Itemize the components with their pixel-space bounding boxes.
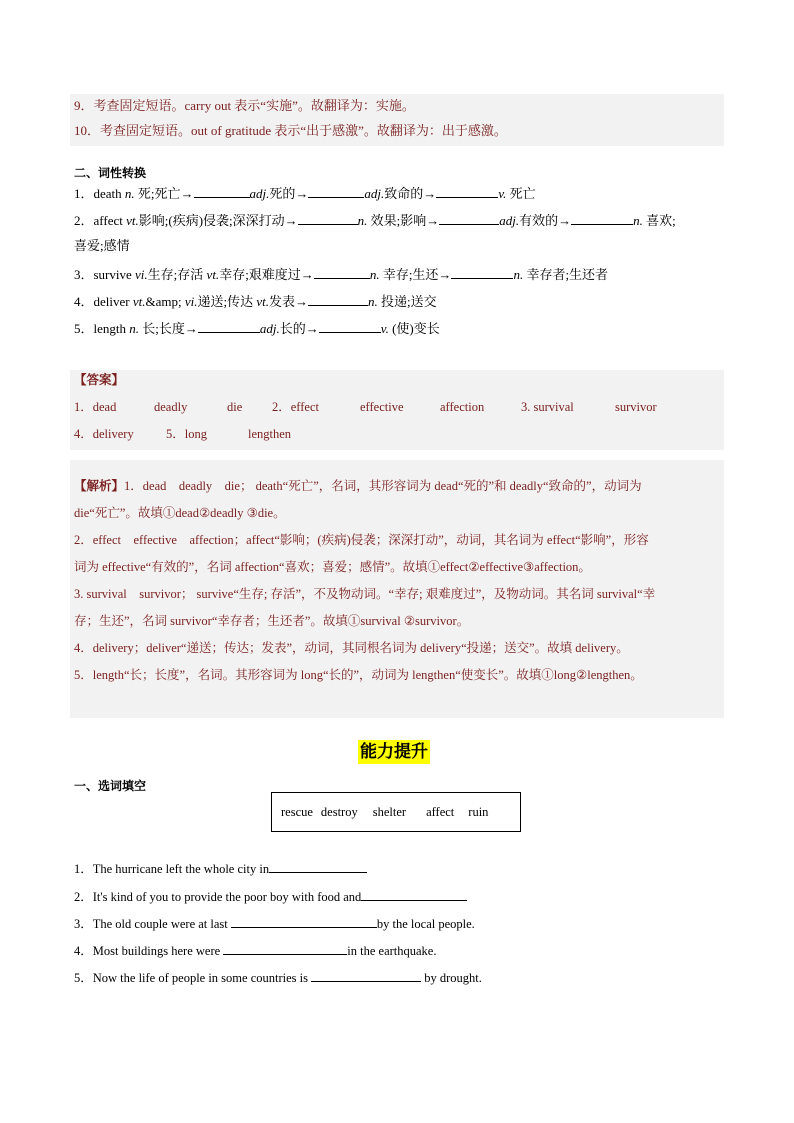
blank[interactable] bbox=[308, 183, 364, 198]
sentence-4: 4．Most buildings here were in the earthquake. bbox=[74, 940, 436, 961]
analysis-line-4: 词为 effective“有效的”，名词 affection“喜欢；喜爱；感情”。故填①effect②effective③affection。 bbox=[74, 560, 591, 574]
blank[interactable] bbox=[198, 318, 260, 333]
sentence-2: 2．It's kind of you to provide the poor boy with food and bbox=[74, 886, 467, 907]
top-block bbox=[74, 94, 724, 146]
item-2: 2．affect vt.影响;(疾病)侵袭;深深打动→ n. 效果;影响→ adj.有效的→ n. 喜欢; bbox=[74, 210, 676, 231]
analysis-label: 【解析】 bbox=[74, 478, 125, 493]
item-4: 4．deliver vt.&amp; vi.递送;传达 vt.发表→ n. 投递;送交 bbox=[74, 291, 437, 312]
blank[interactable] bbox=[231, 913, 377, 928]
analysis-line-6: 存；生还”，名词 survivor“幸存者；生还者”。故填①survival ②survivor。 bbox=[74, 614, 470, 628]
word: rescue bbox=[281, 805, 313, 819]
item-3: 3．survive vi.生存;存活 vt.幸存;艰难度过→ n. 幸存;生还→ n. 幸存者;生还者 bbox=[74, 264, 608, 285]
sentence-1: 1．The hurricane left the whole city in bbox=[74, 858, 367, 879]
note-10: 10．考查固定短语。out of gratitude 表示“出于感激”。故翻译为：出于感激。 bbox=[74, 123, 507, 138]
answer-row-2: 4．delivery 5．long lengthen bbox=[74, 427, 292, 441]
item-2-continued: 喜爱;感情 bbox=[74, 238, 130, 253]
word: affect bbox=[426, 805, 455, 819]
blank[interactable] bbox=[571, 210, 633, 225]
word: ruin bbox=[468, 805, 489, 819]
sentence-3: 3．The old couple were at last by the local people. bbox=[74, 913, 475, 934]
blank[interactable] bbox=[194, 183, 250, 198]
sentence-5: 5．Now the life of people in some countries is by drought. bbox=[74, 967, 482, 988]
blank[interactable] bbox=[308, 291, 368, 306]
blank[interactable] bbox=[319, 318, 381, 333]
sentences bbox=[74, 858, 734, 998]
blank[interactable] bbox=[298, 210, 358, 225]
analysis-line-2: die“死亡”。故填①dead②deadly ③die。 bbox=[74, 506, 286, 520]
analysis-line-1: 【解析】1．dead deadly die； death“死亡”，名词，其形容词为 dead“死的”和 deadly“致命的”，动词为 bbox=[74, 478, 642, 493]
blank[interactable] bbox=[269, 858, 367, 873]
blank[interactable] bbox=[451, 264, 513, 279]
analysis-line-8: 5．length“长；长度”，名词。其形容词为 long“长的”，动词为 lengthen“使变长”。故填①long②lengthen。 bbox=[74, 668, 643, 682]
section-heading: 能力提升 bbox=[360, 742, 428, 762]
analysis-block bbox=[74, 474, 724, 704]
blank[interactable] bbox=[436, 183, 498, 198]
blank[interactable] bbox=[223, 940, 347, 955]
blank[interactable] bbox=[314, 264, 370, 279]
item-5: 5．length n. 长;长度→ adj.长的→ v. (使)变长 bbox=[74, 318, 440, 339]
analysis-line-3: 2．effect effective affection；affect“影响；(疾病)侵袭；深深打动”，动词，其名词为 effect“影响”，形容 bbox=[74, 533, 649, 547]
section-word-forms bbox=[74, 163, 734, 353]
note-9: 9．考查固定短语。carry out 表示“实施”。故翻译为：实施。 bbox=[74, 98, 415, 113]
answer-row-1: 1．dead deadly die 2．effect effective affection 3. survival survivor bbox=[74, 400, 657, 414]
item-1: 1．death n. 死;死亡→ adj.死的→ adj.致命的→ v. 死亡 bbox=[74, 183, 536, 204]
answer-block bbox=[74, 370, 724, 450]
answer-label: 【答案】 bbox=[74, 372, 125, 387]
section-title: 二、词性转换 bbox=[74, 166, 147, 180]
fill-in-title: 一、选词填空 bbox=[74, 779, 147, 793]
analysis-line-5: 3. survival survivor； survive“生存; 存活”，不及物动词。“幸存; 艰难度过”，及物动词。其名词 survival“幸 bbox=[74, 587, 656, 601]
blank[interactable] bbox=[361, 886, 467, 901]
word: shelter bbox=[372, 805, 407, 819]
word: destroy bbox=[320, 805, 358, 819]
blank[interactable] bbox=[439, 210, 499, 225]
blank[interactable] bbox=[311, 967, 421, 982]
analysis-line-7: 4．delivery；deliver“递送；传达；发表”，动词，其同根名词为 delivery“投递；送交”。故填 delivery。 bbox=[74, 641, 629, 655]
word-bank bbox=[271, 792, 521, 832]
